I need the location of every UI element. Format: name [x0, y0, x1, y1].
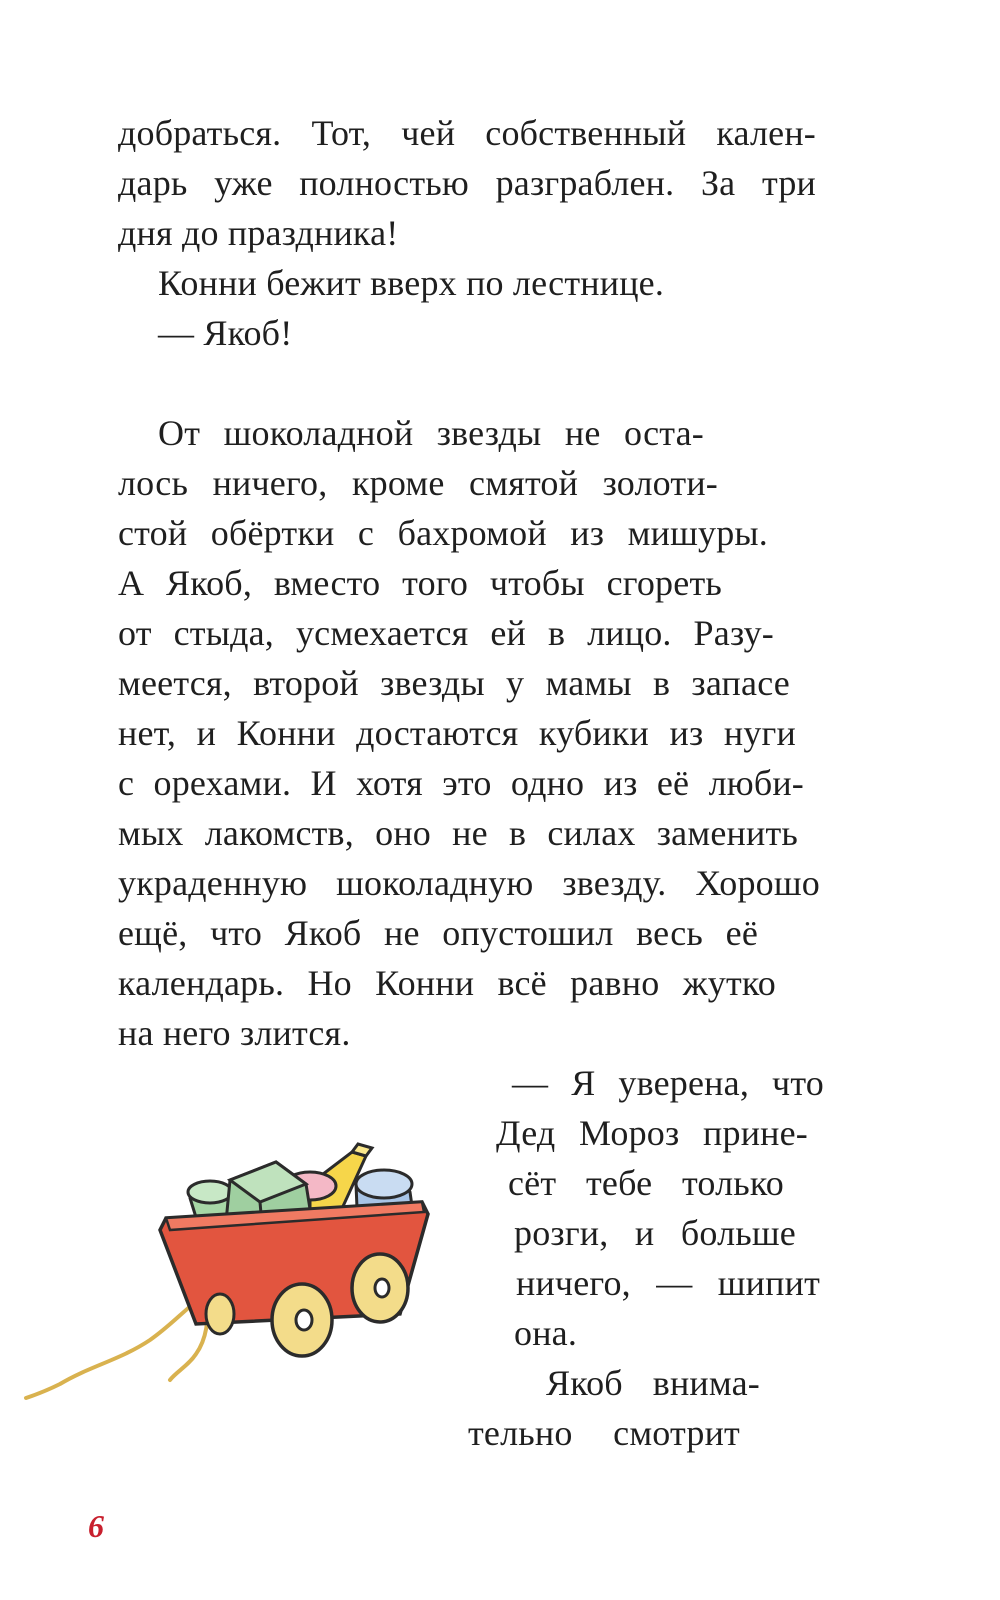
text-line: — Якоб! — [158, 313, 293, 353]
text-line: ничего, — шипит — [516, 1263, 820, 1303]
text-line: розги, и больше — [514, 1213, 796, 1253]
text-line: тельно смотрит — [468, 1413, 740, 1453]
text-line: лось ничего, кроме смятой золоти- — [118, 463, 718, 503]
page-number: 6 — [88, 1508, 104, 1544]
toy-wagon-with-blocks-icon — [20, 1118, 480, 1438]
text-line: Дед Мороз прине- — [496, 1113, 808, 1153]
text-line: с орехами. И хотя это одно из её люби- — [118, 763, 804, 803]
text-line: добраться. Тот, чей собственный кален- — [118, 113, 816, 153]
text-line: Якоб внима- — [546, 1363, 760, 1403]
text-line: дня до праздника! — [118, 213, 399, 253]
text-line: — Я уверена, что — [512, 1063, 824, 1103]
text-line: на него злится. — [118, 1013, 351, 1053]
text-line: она. — [514, 1313, 578, 1353]
text-line: дарь уже полностью разграблен. За три — [118, 163, 816, 203]
text-line: Конни бежит вверх по лестнице. — [158, 263, 665, 303]
text-line: ещё, что Якоб не опустошил весь её — [118, 913, 758, 953]
text-line: А Якоб, вместо того чтобы сгореть — [118, 563, 722, 603]
text-line: От шоколадной звезды не оста- — [158, 413, 704, 453]
text-line: мых лакомств, оно не в силах заменить — [118, 813, 798, 853]
text-line: сёт тебе только — [508, 1163, 784, 1203]
text-line: стой обёртки с бахромой из мишуры. — [118, 513, 768, 553]
text-line: украденную шоколадную звезду. Хорошо — [118, 863, 820, 903]
text-line: от стыда, усмехается ей в лицо. Разу- — [118, 613, 774, 653]
text-line: календарь. Но Конни всё равно жутко — [118, 963, 776, 1003]
text-line: меется, второй звезды у мамы в запасе — [118, 663, 790, 703]
text-line: нет, и Конни достаются кубики из нуги — [118, 713, 796, 753]
